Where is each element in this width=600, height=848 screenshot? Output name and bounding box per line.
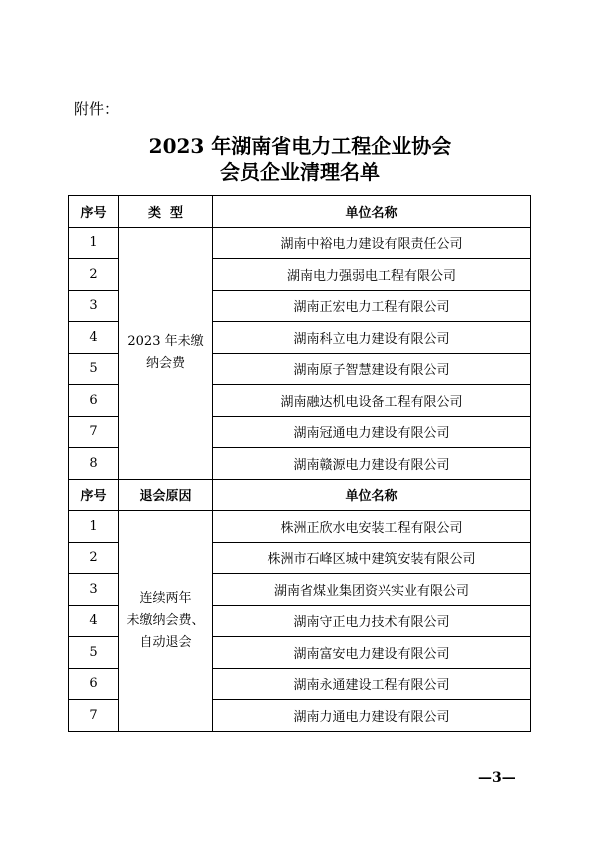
reason-line2: 未缴纳会费、 — [126, 612, 205, 628]
company-name: 湖南赣源电力建设有限公司 — [213, 448, 531, 480]
category-line1: 2023 年未缴 — [127, 334, 204, 349]
row-number: 2 — [69, 542, 119, 574]
header-type: 类 型 — [119, 196, 213, 228]
reason-line1: 连续两年 — [139, 590, 192, 606]
company-name: 湖南融达机电设备工程有限公司 — [213, 385, 531, 417]
section1-header-row — [69, 196, 531, 228]
row-number: 3 — [69, 574, 119, 606]
company-name: 株洲市石峰区城中建筑安装有限公司 — [213, 542, 531, 574]
member-cleanup-table — [68, 195, 531, 732]
company-name: 湖南省煤业集团资兴实业有限公司 — [213, 574, 531, 606]
category-cell — [119, 227, 213, 479]
table-row — [69, 511, 531, 543]
row-number: 7 — [69, 700, 119, 732]
company-name: 湖南科立电力建设有限公司 — [213, 322, 531, 354]
header-company-name: 单位名称 — [213, 479, 531, 511]
row-number: 5 — [69, 637, 119, 669]
row-number: 4 — [69, 605, 119, 637]
company-name: 湖南正宏电力工程有限公司 — [213, 290, 531, 322]
company-name: 湖南电力强弱电工程有限公司 — [213, 259, 531, 291]
row-number: 8 — [69, 448, 119, 480]
company-name: 湖南守正电力技术有限公司 — [213, 605, 531, 637]
header-withdraw-reason: 退会原因 — [119, 479, 213, 511]
row-number: 4 — [69, 322, 119, 354]
company-name: 湖南原子智慧建设有限公司 — [213, 353, 531, 385]
document-title-line2: 会员企业清理名单 — [220, 160, 380, 184]
row-number: 5 — [69, 353, 119, 385]
row-number: 2 — [69, 259, 119, 291]
header-seq: 序号 — [69, 196, 119, 228]
withdraw-reason-cell — [119, 511, 213, 732]
header-seq: 序号 — [69, 479, 119, 511]
row-number: 6 — [69, 668, 119, 700]
header-company-name: 单位名称 — [213, 196, 531, 228]
row-number: 3 — [69, 290, 119, 322]
reason-line3: 自动退会 — [139, 634, 192, 650]
company-name: 湖南中裕电力建设有限责任公司 — [213, 227, 531, 259]
company-name: 湖南冠通电力建设有限公司 — [213, 416, 531, 448]
section2-header-row — [69, 479, 531, 511]
row-number: 7 — [69, 416, 119, 448]
company-name: 湖南永通建设工程有限公司 — [213, 668, 531, 700]
row-number: 6 — [69, 385, 119, 417]
company-name: 湖南力通电力建设有限公司 — [213, 700, 531, 732]
attachment-label: 附件： — [74, 100, 120, 118]
document-title-line1: 2023 年湖南省电力工程企业协会 — [148, 134, 452, 158]
page-number: —3— — [478, 770, 516, 786]
company-name: 株洲正欣水电安装工程有限公司 — [213, 511, 531, 543]
row-number: 1 — [69, 511, 119, 543]
row-number: 1 — [69, 227, 119, 259]
category-line2: 纳会费 — [145, 356, 185, 371]
table-row — [69, 227, 531, 259]
company-name: 湖南富安电力建设有限公司 — [213, 637, 531, 669]
